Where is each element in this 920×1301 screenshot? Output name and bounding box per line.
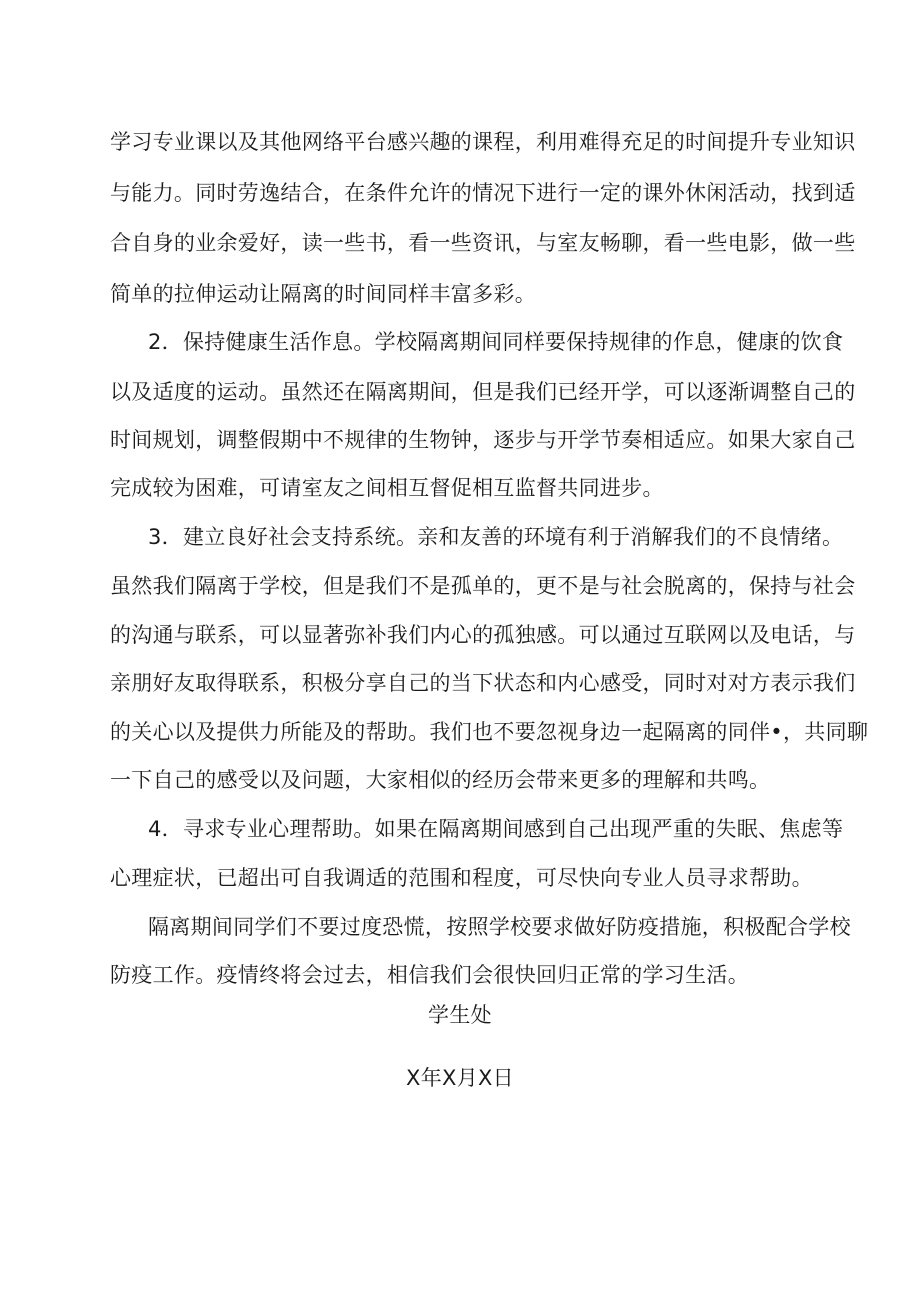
date: X年X月X日	[406, 1066, 514, 1090]
text-line: 的沟通与联系，可以显著弥补我们内心的孤独感。可以通过互联网以及电话，与	[110, 623, 856, 647]
text-line: 一下自己的感受以及问题，大家相似的经历会带来更多的理解和共鸣。	[110, 768, 771, 792]
text-line: 3．建立良好社会支持系统。亲和友善的环境有利于消解我们的不良情绪。	[148, 525, 844, 549]
text-line: 防疫工作。疫情终将会过去，相信我们会很快回归正常的学习生活。	[110, 963, 749, 987]
text-line: 以及适度的运动。虽然还在隔离期间，但是我们已经开学，可以逐渐调整自己的	[110, 380, 856, 404]
text-line: 虽然我们隔离于学校，但是我们不是孤单的，更不是与社会脱离的，保持与社会	[110, 574, 856, 598]
text-line: 的关心以及提供力所能及的帮助。我们也不要忽视身边一起隔离的同伴•，共同聊	[110, 720, 869, 744]
text-line: 2．保持健康生活作息。学校隔离期间同样要保持规律的作息，健康的饮食	[148, 330, 844, 354]
text-line: 学习专业课以及其他网络平台感兴趣的课程，利用难得充足的时间提升专业知识	[110, 130, 856, 154]
signature: 学生处	[428, 1003, 492, 1027]
text-line: 简单的拉伸运动让隔离的时间同样丰富多彩。	[110, 282, 536, 306]
text-line: 时间规划，调整假期中不规律的生物钟，逐步与开学节奏相适应。如果大家自己	[110, 428, 856, 452]
text-line: 完成较为困难，可请室友之间相互督促相互监督共同进步。	[110, 476, 664, 500]
text-line: 隔离期间同学们不要过度恐慌，按照学校要求做好防疫措施，积极配合学校	[148, 915, 851, 939]
text-line: 4．寻求专业心理帮助。如果在隔离期间感到自己出现严重的失眠、焦虑等	[148, 817, 844, 841]
text-line: 与能力。同时劳逸结合，在条件允许的情况下进行一定的课外休闲活动，找到适	[110, 181, 856, 205]
text-line: 亲朋好友取得联系，积极分享自己的当下状态和内心感受，同时对对方表示我们	[110, 671, 856, 695]
text-line: 心理症状，已超出可自我调适的范围和程度，可尽快向专业人员寻求帮助。	[110, 866, 813, 890]
text-line: 合自身的业余爱好，读一些书，看一些资讯，与室友畅聊，看一些电影，做一些	[110, 231, 856, 255]
